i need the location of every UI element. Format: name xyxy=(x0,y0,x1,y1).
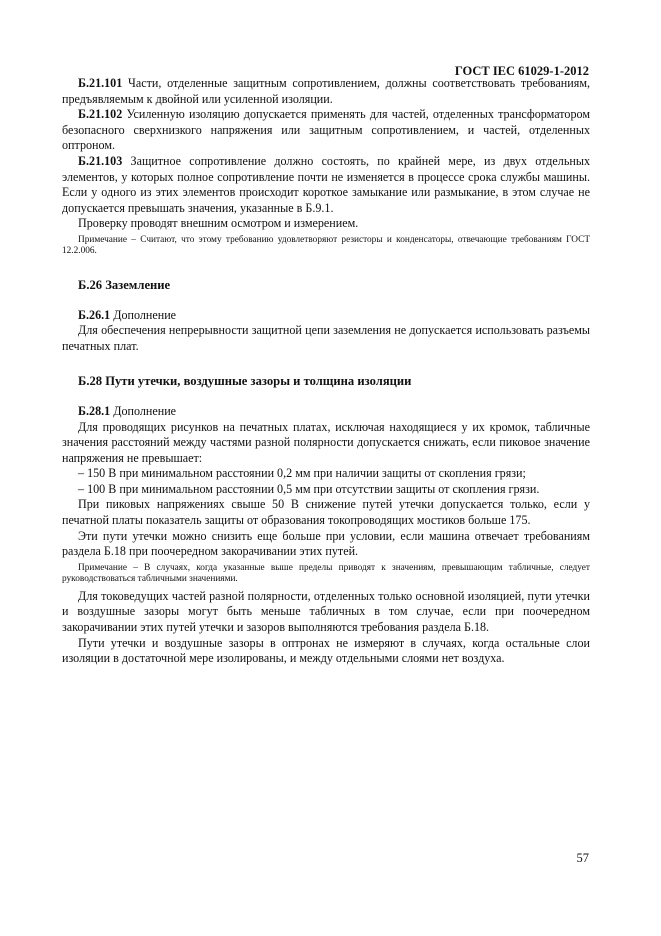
subclause-number: Б.26.1 xyxy=(78,307,111,322)
check-paragraph: Проверку проводят внешним осмотром и измерением. xyxy=(78,216,359,231)
subclause-label: Дополнение xyxy=(110,307,177,322)
clause-number: Б.21.102 xyxy=(78,107,123,122)
page-number: 57 xyxy=(576,851,589,865)
paragraph-b28-live-parts: Для токоведущих частей разной полярности, отделенных только основной изоляцией, пути утечки и воздушные зазоры могут быть меньше табличных в том случае, если при поочередном закорачивании этих путей утечки и зазоров выполняются требования раздела Б.18. xyxy=(62,588,590,635)
subclause-b28-1 xyxy=(62,404,590,420)
paragraph-b21-102 xyxy=(62,107,590,154)
note-2: Примечание – В случаях, когда указанные выше пределы приводят к значениям, превышающим табличные, следует руководствоваться табличными значениями. xyxy=(62,562,590,585)
clause-text: Части, отделенные защитным сопротивлением, должны соответствовать требованиям, предъявляемым к двойной или усиленной изоляции. xyxy=(62,76,590,106)
list-item-100v: – 100 В при минимальном расстоянии 0,5 мм при отсутствии защиты от скопления грязи. xyxy=(78,481,540,496)
section-title-b28: Б.28 Пути утечки, воздушные зазоры и толщина изоляции xyxy=(78,374,412,389)
section-title-b26: Б.26 Заземление xyxy=(78,277,171,292)
subclause-label: Дополнение xyxy=(110,403,177,418)
page-content xyxy=(62,76,590,667)
subclause-number: Б.28.1 xyxy=(78,403,111,418)
paragraph-b21-103 xyxy=(62,154,590,216)
clause-number: Б.21.101 xyxy=(78,76,123,90)
paragraph-b28-intro: Для проводящих рисунков на печатных платах, исключая находящиеся у их кромок, табличные значения расстояний между частями разной полярности допускается снижать, если пиковое значение напряжения не превышает: xyxy=(62,419,590,465)
paragraph-b21-101 xyxy=(62,76,590,107)
paragraph-b28-reduce: Эти пути утечки можно снизить еще больше при условии, если машина отвечает требованиям раздела Б.18 при поочередном закорачивании этих путей. xyxy=(62,528,590,559)
subclause-b26-1 xyxy=(62,308,590,324)
note-1: Примечание – Считают, что этому требованию удовлетворяют резисторы и конденсаторы, отвечающие требованиям ГОСТ 12.2.006. xyxy=(62,234,590,257)
document-header: ГОСТ IEC 61029-1-2012 xyxy=(454,64,589,78)
clause-text: Усиленную изоляцию допускается применять для частей, отделенных трансформатором безопасного сверхнизкого напряжения или защитным сопротивлением, и частей, отделенных оптроном. xyxy=(62,107,590,153)
clause-number: Б.21.103 xyxy=(78,153,123,168)
list-item-150v: – 150 В при минимальном расстоянии 0,2 мм при наличии защиты от скопления грязи; xyxy=(78,466,526,481)
paragraph-b28-peak: При пиковых напряжениях свыше 50 В снижение путей утечки допускается только, если у печатной платы показатель защиты от образования токопроводящих мостиков больше 175. xyxy=(62,497,590,528)
clause-text: Защитное сопротивление должно состоять, по крайней мере, из двух отдельных элементов, у которых полное сопротивление почти не изменяется в процессе срока службы машины. Если у одного из этих элементов происходит короткое замыкание или размыкание, в этом случае не допускается превышать значения, указанные в Б.9.1. xyxy=(62,153,590,215)
paragraph-b28-optocouplers: Пути утечки и воздушные зазоры в оптронах не измеряют в случаях, когда остальные слои изоляции в достаточной мере изолированы, и между отдельными слоями нет воздуха. xyxy=(62,635,590,666)
paragraph-b26-text: Для обеспечения непрерывности защитной цепи заземления не допускается использовать разъемы печатных плат. xyxy=(62,323,590,353)
